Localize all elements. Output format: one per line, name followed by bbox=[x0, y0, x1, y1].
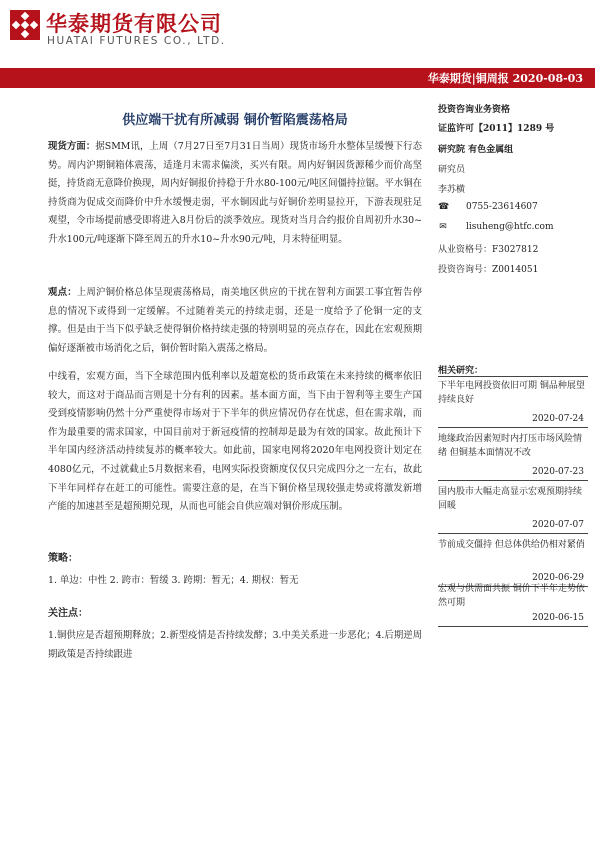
viewpoint-text: 上周沪铜价格总体呈现震荡格局，南美地区供应的干扰在智利方面罢工事宜暂告停息的情况下或得到一定缓解。不过随着美元的持续走弱，还是一度给予了伦铜一定的支撑。但是由于当下似乎缺乏使得铜价格持续走强的特别明显的亮点存在，因此在宏观预期偏好逐渐被市场消化之后，铜价暂时陷入震荡之格局。 bbox=[48, 287, 422, 354]
focus-text: 1.铜供应是否超预期释放；2.新型疫情是否持续发酵；3.中美关系进一步恶化；4.后期逆周期政策是否持续跟进 bbox=[48, 630, 422, 660]
analyst-role: 研究员 bbox=[438, 165, 466, 175]
related-item-title[interactable]: 宏观与供需面共振 铜价下半年走势依然可期 bbox=[438, 584, 585, 608]
divider bbox=[438, 376, 588, 377]
related-item-title[interactable]: 节前成交僵持 但总体供给仍相对紧俏 bbox=[438, 540, 585, 550]
related-item-date: 2020-07-23 bbox=[532, 467, 584, 477]
divider bbox=[438, 480, 588, 481]
divider bbox=[438, 427, 588, 428]
related-item-title[interactable]: 地缘政治因素短时内打压市场风险情绪 但铜基本面情况不改 bbox=[438, 434, 583, 458]
viewpoint-label: 观点： bbox=[48, 287, 77, 298]
email-icon: ✉ bbox=[439, 222, 447, 232]
strategy-heading: 策略： bbox=[48, 553, 78, 564]
spot-market-label: 现货方面： bbox=[48, 141, 96, 152]
advisor-number: 投资咨询号：Z0014051 bbox=[438, 265, 539, 275]
related-item-date: 2020-06-29 bbox=[532, 573, 584, 583]
related-item-date: 2020-07-07 bbox=[532, 520, 584, 530]
viewpoint-paragraph bbox=[48, 284, 422, 358]
macro-paragraph: 中线看，宏观方面，当下全球范围内低利率以及超宽松的货币政策在未来持续的概率依旧较大，而这对于商品而言则是十分有利的因素。基本面方面，当下由于智利等主要生产国受到疫情影响仍然十分严重使得市场对于下半年的供应情况仍存在忧虑，但在需求端，而作为最重要的需求国家，中国目前对于新冠疫情的控制却是最为有效的国家。故此预计下半年国内经济活动持续复苏的概率较大。如此前，国家电网将2020年电网投资计划定在4080亿元，不过就截止5月数据来看，电网实际投资额度仅仅只完成四分之一左右，故此下半年同样存在赶工的可能性。需要注意的是，在当下铜价格呈现较强走势或将激发新增产能的加速甚至是超预期兑现，从而也可能会自供应端对铜价形成压制。 bbox=[48, 371, 422, 513]
company-name-cn: 华泰期货有限公司 bbox=[46, 12, 222, 36]
company-name-en: HUATAI FUTURES CO., LTD. bbox=[47, 35, 226, 47]
spot-market-text: 据SMM讯，上周（7月27日至7月31日当周）现货市场升水整体呈缓慢下行态势。周内沪期铜箱体震荡，适逢月末需求偏淡，买兴有限。周内好铜因货源稀少而价高坚挺，持货商无意降价换现，周内好铜报价持稳于升水80-100元/吨区间僵持拉锯。平水铜在持货商为促成交而降价中升水缓慢走弱，平水铜因此与好铜价差明显拉开，下游表现驻足观望，令市场提前感受即将进入8月份后的淡季效应。现货对当月合约报价自周初升水30~升水100元/吨逐渐下降至周五的升水10~升水90元/吨，月末特征明显。 bbox=[48, 141, 422, 245]
qualification-number: 从业资格号：F3027812 bbox=[438, 245, 539, 255]
license-label: 证监许可【2011】1289 号 bbox=[438, 124, 555, 134]
institute-label: 研究院 有色金属组 bbox=[438, 145, 514, 155]
analyst-name: 李苏横 bbox=[438, 185, 466, 195]
report-type-date: 华泰期货|铜周报 2020-08-03 bbox=[427, 72, 583, 85]
phone-icon: ☎ bbox=[438, 202, 450, 212]
related-research-heading: 相关研究： bbox=[438, 366, 484, 376]
report-title: 供应端干扰有所减弱 铜价暂陷震荡格局 bbox=[122, 113, 348, 128]
phone-number: 0755-23614607 bbox=[466, 202, 538, 212]
focus-heading: 关注点： bbox=[48, 608, 88, 619]
spot-market-paragraph bbox=[48, 138, 422, 250]
divider bbox=[438, 626, 588, 627]
email-row bbox=[438, 222, 554, 232]
phone-row bbox=[438, 202, 538, 212]
dept-label: 投资咨询业务资格 bbox=[438, 105, 511, 115]
related-item-title[interactable]: 国内股市大幅走高显示宏观预期持续回暖 bbox=[438, 487, 583, 511]
related-item-date: 2020-07-24 bbox=[532, 414, 584, 424]
huatai-logo-icon bbox=[10, 10, 40, 40]
email-address[interactable]: lisuheng@htfc.com bbox=[466, 222, 554, 232]
related-item-title[interactable]: 下半年电网投资依旧可期 铜品种展望持续良好 bbox=[438, 381, 585, 405]
strategy-text: 1. 单边：中性 2. 跨市：暂缓 3. 跨期：暂无；4. 期权：暂无 bbox=[48, 575, 299, 586]
report-header-bar bbox=[0, 68, 595, 88]
divider bbox=[438, 533, 588, 534]
related-item-date: 2020-06-15 bbox=[532, 613, 584, 623]
